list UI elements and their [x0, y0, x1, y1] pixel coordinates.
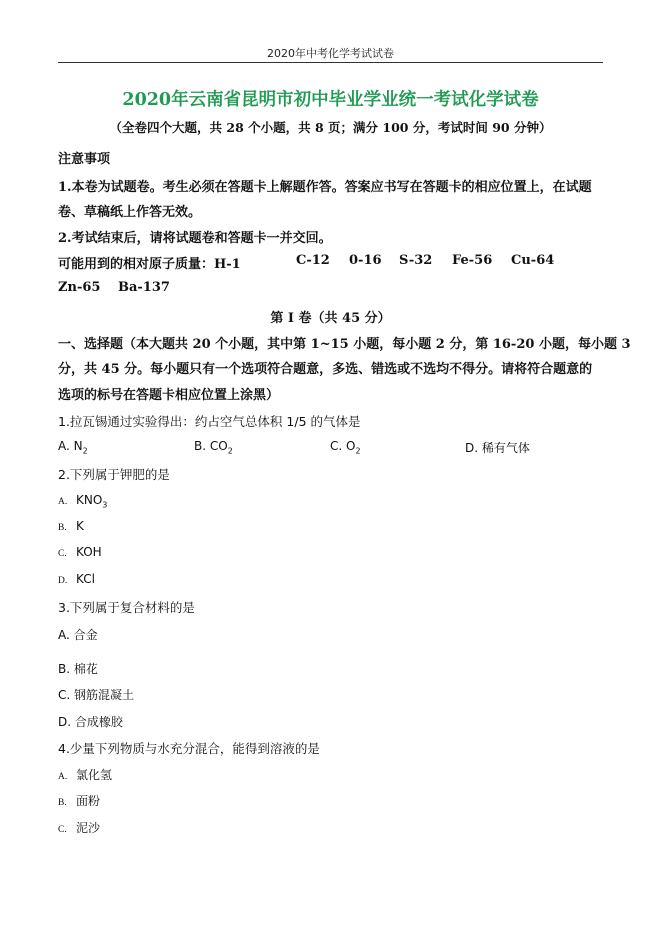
- question-2-option-d: [58, 572, 95, 586]
- section-instructions-line-1: 一、选择题（本大题共 20 个小题，其中第 1~15 小题，每小题 2 分，第 16-20 小题，每小题 3: [58, 337, 631, 352]
- question-1-option-c: [330, 439, 361, 455]
- question-3-option-d: [58, 713, 123, 730]
- atomic-mass-s: S-32: [399, 253, 433, 268]
- option-letter: D.: [465, 441, 479, 455]
- option-letter: B.: [58, 523, 67, 533]
- option-text: 泥沙: [76, 821, 101, 835]
- option-letter: D.: [58, 576, 68, 586]
- atomic-mass-cu: Cu-64: [511, 253, 555, 268]
- question-1-option-a: [58, 439, 88, 455]
- option-letter: B.: [194, 439, 207, 453]
- option-subscript: 2: [355, 446, 361, 456]
- option-text: KCl: [76, 572, 95, 586]
- question-2-option-c: [58, 545, 102, 559]
- option-text: 棉花: [73, 662, 98, 676]
- atomic-mass-ba: Ba-137: [118, 280, 170, 295]
- question-2-option-a: [58, 493, 107, 509]
- question-1-option-d: [465, 439, 530, 456]
- question-4-option-a: [58, 766, 112, 783]
- atomic-mass-fe: Fe-56: [452, 253, 493, 268]
- running-header: 2020年中考化学考试试卷: [267, 47, 394, 60]
- option-text: N: [73, 439, 83, 453]
- question-3-option-b: [58, 660, 98, 677]
- notes-heading: 注意事项: [58, 152, 111, 167]
- option-subscript: 2: [227, 446, 233, 456]
- question-1-option-b: [194, 439, 233, 455]
- option-letter: C.: [330, 439, 343, 453]
- atomic-mass-o: 0-16: [349, 253, 382, 268]
- option-letter: C.: [58, 825, 67, 835]
- option-letter: C.: [58, 688, 71, 702]
- question-3-option-c: [58, 686, 134, 703]
- question-2-option-b: [58, 519, 84, 533]
- option-text: KOH: [76, 545, 102, 559]
- option-text: K: [76, 519, 84, 533]
- question-4-stem: 4.少量下列物质与水充分混合，能得到溶液的是: [58, 741, 320, 756]
- option-text: CO: [209, 439, 228, 453]
- option-text: KNO: [76, 493, 103, 507]
- option-text: 合金: [73, 628, 98, 642]
- note-1-line-2: 卷、草稿纸上作答无效。: [58, 205, 202, 220]
- option-letter: B.: [58, 662, 71, 676]
- paper-title: 2020年云南省昆明市初中毕业学业统一考试化学试卷: [122, 90, 539, 110]
- question-4-option-b: [58, 792, 100, 809]
- option-letter: A.: [58, 772, 68, 782]
- option-letter: B.: [58, 798, 67, 808]
- option-subscript: 2: [82, 446, 88, 456]
- paper-subtitle: （全卷四个大题，共 28 个小题，共 8 页；满分 100 分，考试时间 90 分钟）: [109, 120, 552, 135]
- atomic-mass-zn: Zn-65: [58, 280, 101, 295]
- section-instructions-line-2: 分，共 45 分。每小题只有一个选项符合题意，多选、错选或不选均不得分。请将符合题意的: [58, 362, 593, 377]
- question-1-stem: 1.拉瓦锡通过实验得出：约占空气总体积 1/5 的气体是: [58, 414, 361, 429]
- question-3-stem: 3.下列属于复合材料的是: [58, 600, 195, 615]
- option-letter: C.: [58, 549, 67, 559]
- option-letter: A.: [58, 497, 68, 507]
- atomic-mass-label: 可能用到的相对原子质量：H-1: [58, 257, 241, 272]
- atomic-mass-c: C-12: [296, 253, 330, 268]
- option-text: 合成橡胶: [74, 715, 123, 729]
- option-text: 氯化氢: [76, 768, 113, 782]
- option-letter: A.: [58, 439, 70, 453]
- question-2-stem: 2.下列属于钾肥的是: [58, 467, 170, 482]
- note-1-line-1: 1.本卷为试题卷。考生必须在答题卡上解题作答。答案应书写在答题卡的相应位置上，在试题: [58, 180, 592, 195]
- section-instructions-line-3: 选项的标号在答题卡相应位置上涂黑）: [58, 388, 280, 403]
- option-subscript: 3: [102, 500, 108, 510]
- option-letter: D.: [58, 715, 72, 729]
- note-2: 2.考试结束后，请将试题卷和答题卡一并交回。: [58, 231, 332, 246]
- option-text: 面粉: [76, 794, 101, 808]
- option-text: O: [346, 439, 356, 453]
- option-text: 稀有气体: [481, 441, 530, 455]
- question-3-option-a: [58, 626, 98, 643]
- question-4-option-c: [58, 819, 100, 836]
- option-letter: A.: [58, 628, 70, 642]
- option-text: 钢筋混凝土: [74, 688, 135, 702]
- section-title: 第 I 卷（共 45 分）: [270, 311, 391, 326]
- header-divider: [58, 62, 603, 63]
